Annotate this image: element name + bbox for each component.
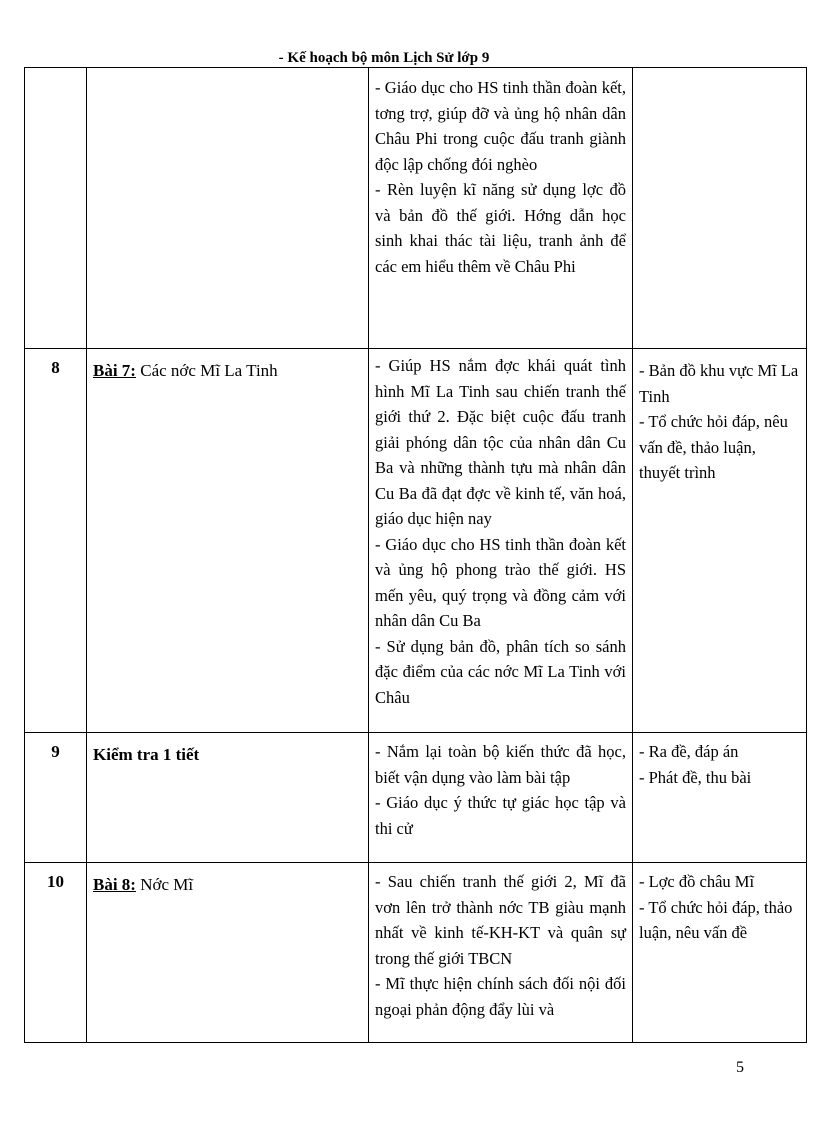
goal-item: - Nắm lại toàn bộ kiến thức đã học, biết vận dụng vào làm bài tập: [375, 742, 626, 787]
lesson-prefix: Bài 8:: [93, 875, 136, 894]
lesson-cell: [87, 733, 369, 863]
goals-cell: [369, 733, 633, 863]
header-title: - Kế hoạch bộ môn Lịch Sử lớp 9: [278, 50, 490, 66]
goals-cell: [369, 863, 633, 1043]
lesson-cell: [87, 68, 369, 349]
table-row: [25, 349, 807, 733]
table-row: [25, 733, 807, 863]
method-item: - Lợc đồ châu Mĩ: [639, 872, 755, 891]
goal-item: - Mĩ thực hiện chính sách đối nội đối ngoại phản động đẩy lùi và: [375, 974, 626, 1019]
table-row: [25, 68, 807, 349]
row-number-cell: 9: [25, 733, 87, 863]
goal-item: - Sử dụng bản đồ, phân tích so sánh đặc điểm của các nớc Mĩ La Tinh với Châu: [375, 636, 626, 707]
table-row: [25, 863, 807, 1043]
lesson-name: Kiểm tra 1 tiết: [93, 745, 200, 764]
lesson-cell: [87, 863, 369, 1043]
page-number: 5: [736, 1059, 744, 1076]
methods-cell: [633, 863, 807, 1043]
method-item: - Ra đề, đáp án: [639, 742, 739, 761]
methods-cell: [633, 733, 807, 863]
lesson-prefix: Bài 7:: [93, 361, 136, 380]
method-item: - Tổ chức hỏi đáp, thảo luận, nêu vấn đề: [639, 897, 793, 942]
lesson-plan-table: [24, 67, 807, 1043]
lesson-cell: [87, 349, 369, 733]
goal-item: - Giáo dục cho HS tinh thần đoàn kết, tơng trợ, giúp đỡ và ủng hộ nhân dân Châu Phi trong cuộc đấu tranh giành độc lập chống đói nghèo: [375, 78, 626, 174]
goals-cell: [369, 68, 633, 349]
goal-item: - Giáo dục ý thức tự giác học tập và thi cử: [375, 793, 626, 838]
goal-item: - Sau chiến tranh thế giới 2, Mĩ đã vơn lên trở thành nớc TB giàu mạnh nhất về kinh tế-KH-KT và quân sự trong thế giới TBCN: [375, 872, 626, 968]
row-number-cell: 10: [25, 863, 87, 1043]
methods-cell: [633, 349, 807, 733]
method-item: - Phát đề, thu bài: [639, 767, 752, 787]
method-item: - Tổ chức hỏi đáp, nêu vấn đề, thảo luận, thuyết trình: [639, 412, 788, 482]
row-number-cell: [25, 68, 87, 349]
lesson-name: Nớc Mĩ: [135, 875, 194, 894]
goal-item: - Giáo dục cho HS tinh thần đoàn kết và ủng hộ phong trào thế giới. HS mến yêu, quý trọng và đồng cảm với nhân dân Cu Ba: [375, 534, 626, 630]
methods-cell: [633, 68, 807, 349]
goal-item: - Rèn luyện kĩ năng sử dụng lợc đồ và bản đồ thế giới. Hớng dẫn học sinh khai thác tài liệu, tranh ảnh để các em hiểu thêm về Châu Phi: [375, 180, 626, 276]
method-item: - Bản đồ khu vực Mĩ La Tinh: [639, 361, 799, 406]
document-header: [0, 50, 816, 68]
goals-cell: [369, 349, 633, 733]
row-number-cell: 8: [25, 349, 87, 733]
goal-item: - Giúp HS nắm đợc khái quát tình hình Mĩ La Tinh sau chiến tranh thế giới thứ 2. Đặc biệt cuộc đấu tranh giải phóng dân tộc của nhân dân Cu Ba và những thành tựu mà nhân dân Cu Ba đã đạt đợc về kinh tế, văn hoá, giáo dục hiện nay: [375, 356, 626, 528]
lesson-name: Các nớc Mĩ La Tinh: [135, 361, 278, 380]
